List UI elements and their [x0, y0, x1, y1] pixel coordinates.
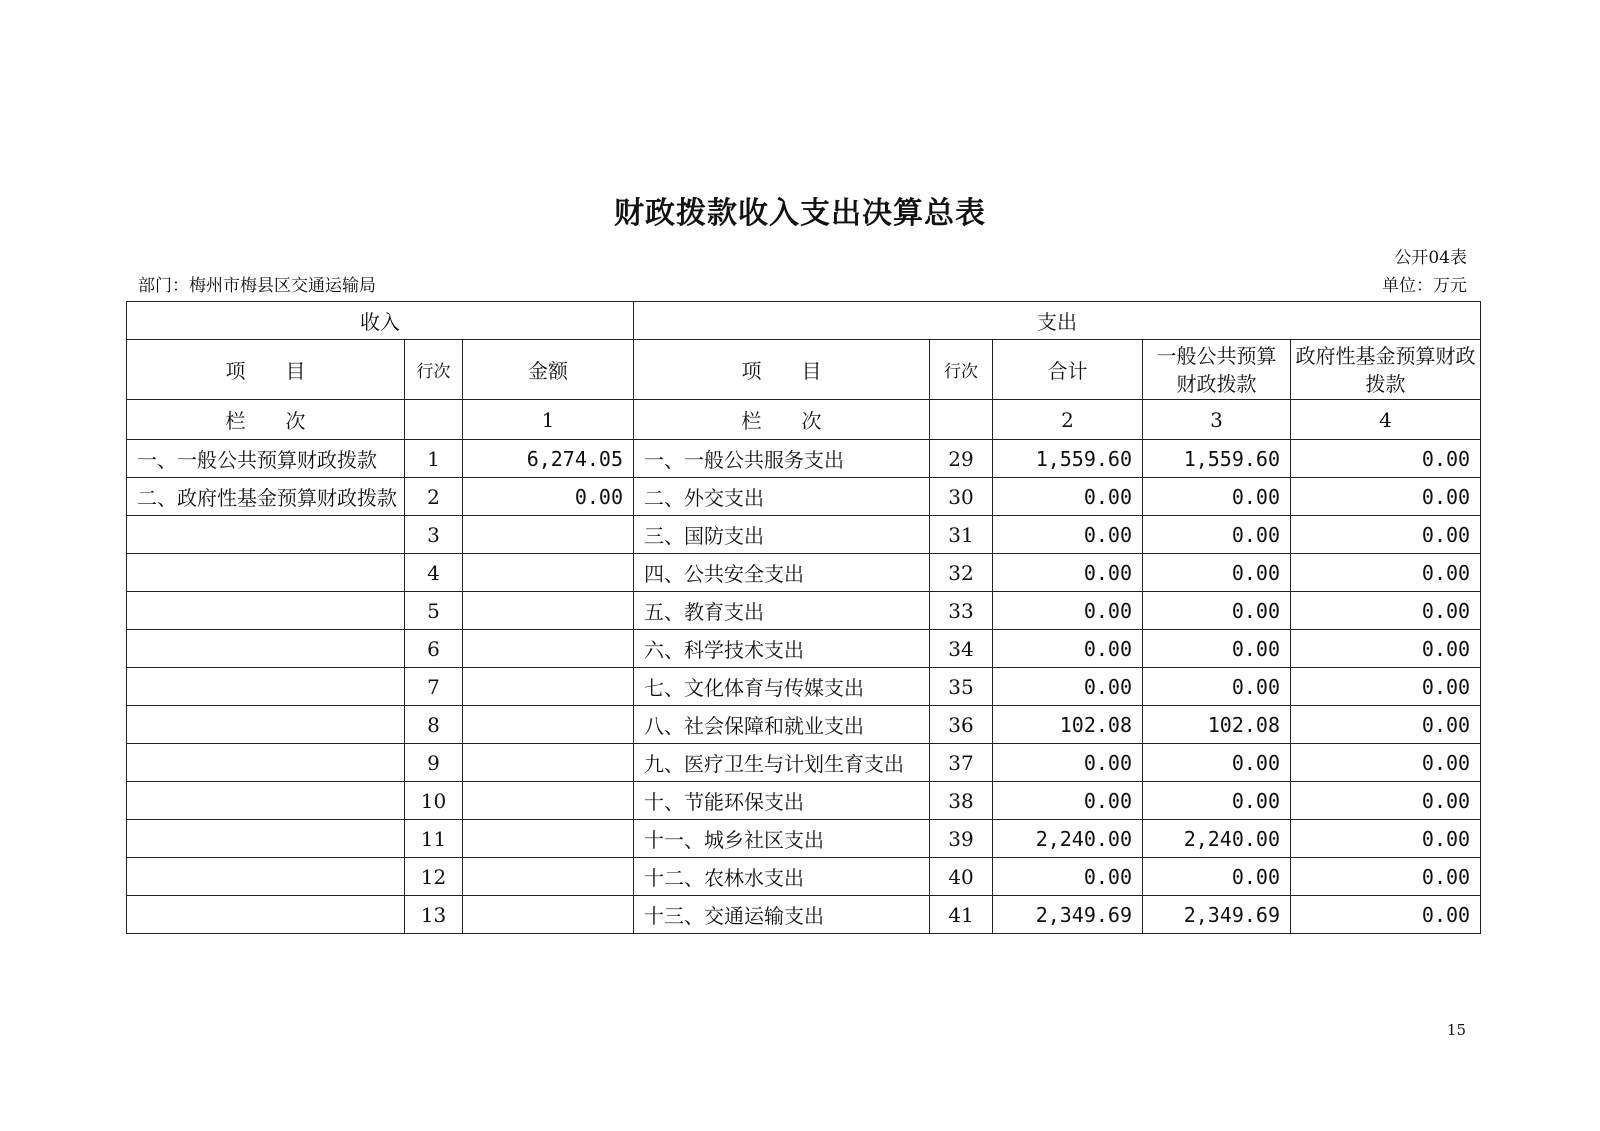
income-item-cell: [127, 782, 405, 820]
income-item-cell: [127, 858, 405, 896]
table-row: [127, 592, 1481, 630]
fund-budget-cell: 0.00: [1291, 744, 1481, 782]
income-row-no-cell: 13: [405, 896, 463, 934]
table-row: [127, 668, 1481, 706]
expense-row-no-cell: 33: [930, 592, 993, 630]
expense-item-cell: 十三、交通运输支出: [634, 896, 930, 934]
general-budget-cell: 2,349.69: [1143, 896, 1291, 934]
expense-row-no-cell: 38: [930, 782, 993, 820]
total-cell: 0.00: [993, 782, 1143, 820]
expense-item-cell: 十二、农林水支出: [634, 858, 930, 896]
income-amount-cell: [463, 592, 634, 630]
budget-table: [126, 301, 1481, 934]
expense-item-cell: 十一、城乡社区支出: [634, 820, 930, 858]
expense-column-no-label: 栏 次: [634, 400, 930, 440]
table-row: [127, 820, 1481, 858]
col-4-label: 4: [1291, 400, 1481, 440]
page-title: 财政拨款收入支出决算总表: [614, 196, 986, 231]
general-budget-cell: 0.00: [1143, 630, 1291, 668]
income-row-no-cell: 9: [405, 744, 463, 782]
income-column-no-label: 栏 次: [127, 400, 405, 440]
income-amount-cell: [463, 668, 634, 706]
income-item-cell: [127, 668, 405, 706]
income-item-cell: [127, 516, 405, 554]
fund-budget-cell: 0.00: [1291, 554, 1481, 592]
department-label: 部门：梅州市梅县区交通运输局: [138, 276, 376, 296]
total-cell: 0.00: [993, 744, 1143, 782]
general-budget-cell: 2,240.00: [1143, 820, 1291, 858]
general-budget-cell: 0.00: [1143, 744, 1291, 782]
income-item-cell: [127, 706, 405, 744]
income-amount-cell: 0.00: [463, 478, 634, 516]
table-row: [127, 554, 1481, 592]
income-item-header: 项 目: [127, 340, 405, 400]
expense-item-cell: 二、外交支出: [634, 478, 930, 516]
table-row: [127, 478, 1481, 516]
total-cell: 0.00: [993, 554, 1143, 592]
income-amount-cell: [463, 706, 634, 744]
expense-row-no-cell: 37: [930, 744, 993, 782]
total-cell: 0.00: [993, 630, 1143, 668]
total-cell: 2,349.69: [993, 896, 1143, 934]
expense-item-cell: 七、文化体育与传媒支出: [634, 668, 930, 706]
fund-budget-cell: 0.00: [1291, 440, 1481, 478]
header-row-columns: [127, 340, 1481, 400]
total-cell: 0.00: [993, 592, 1143, 630]
general-budget-header: 一般公共预算财政拨款: [1143, 340, 1291, 400]
income-item-cell: 二、政府性基金预算财政拨款: [127, 478, 405, 516]
total-cell: 2,240.00: [993, 820, 1143, 858]
expense-item-cell: 十、节能环保支出: [634, 782, 930, 820]
expense-row-no-cell: 36: [930, 706, 993, 744]
income-amount-cell: [463, 896, 634, 934]
table-row: [127, 630, 1481, 668]
table-row: [127, 782, 1481, 820]
fund-budget-cell: 0.00: [1291, 592, 1481, 630]
income-amount-header: 金额: [463, 340, 634, 400]
income-amount-cell: [463, 820, 634, 858]
expense-row-no-cell: 29: [930, 440, 993, 478]
income-amount-cell: [463, 858, 634, 896]
income-item-cell: [127, 592, 405, 630]
expense-item-cell: 六、科学技术支出: [634, 630, 930, 668]
income-item-cell: [127, 630, 405, 668]
income-item-cell: 一、一般公共预算财政拨款: [127, 440, 405, 478]
expense-item-cell: 五、教育支出: [634, 592, 930, 630]
fund-budget-cell: 0.00: [1291, 782, 1481, 820]
fund-budget-cell: 0.00: [1291, 896, 1481, 934]
col-3-label: 3: [1143, 400, 1291, 440]
fund-budget-cell: 0.00: [1291, 858, 1481, 896]
income-amount-cell: [463, 744, 634, 782]
unit-label: 单位：万元: [1382, 276, 1467, 296]
income-item-cell: [127, 896, 405, 934]
income-section-header: 收入: [127, 302, 634, 340]
table-row: [127, 858, 1481, 896]
fund-budget-cell: 0.00: [1291, 516, 1481, 554]
expense-row-no-cell: 40: [930, 858, 993, 896]
income-row-no-cell: 3: [405, 516, 463, 554]
income-amount-cell: [463, 630, 634, 668]
empty-cell: [405, 400, 463, 440]
general-budget-cell: 0.00: [1143, 668, 1291, 706]
general-budget-cell: 0.00: [1143, 478, 1291, 516]
income-row-no-cell: 11: [405, 820, 463, 858]
general-budget-cell: 0.00: [1143, 782, 1291, 820]
page-number: 15: [1446, 1021, 1466, 1039]
general-budget-cell: 0.00: [1143, 554, 1291, 592]
expense-item-cell: 一、一般公共服务支出: [634, 440, 930, 478]
income-amount-cell: 6,274.05: [463, 440, 634, 478]
income-amount-cell: [463, 782, 634, 820]
empty-cell: [930, 400, 993, 440]
income-row-no-header: 行次: [405, 340, 463, 400]
table-row: [127, 706, 1481, 744]
total-cell: 102.08: [993, 706, 1143, 744]
total-cell: 1,559.60: [993, 440, 1143, 478]
fund-budget-cell: 0.00: [1291, 630, 1481, 668]
fund-budget-cell: 0.00: [1291, 478, 1481, 516]
expense-item-cell: 八、社会保障和就业支出: [634, 706, 930, 744]
fund-budget-cell: 0.00: [1291, 706, 1481, 744]
income-row-no-cell: 10: [405, 782, 463, 820]
expense-item-header: 项 目: [634, 340, 930, 400]
total-header: 合计: [993, 340, 1143, 400]
fund-budget-cell: 0.00: [1291, 820, 1481, 858]
form-number: 公开04表: [1394, 248, 1467, 268]
income-item-cell: [127, 554, 405, 592]
header-row-column-numbers: [127, 400, 1481, 440]
general-budget-cell: 0.00: [1143, 592, 1291, 630]
expense-item-cell: 九、医疗卫生与计划生育支出: [634, 744, 930, 782]
income-row-no-cell: 1: [405, 440, 463, 478]
expense-row-no-cell: 39: [930, 820, 993, 858]
table-row: [127, 896, 1481, 934]
table-row: [127, 744, 1481, 782]
header-row-sections: [127, 302, 1481, 340]
general-budget-cell: 1,559.60: [1143, 440, 1291, 478]
income-row-no-cell: 5: [405, 592, 463, 630]
income-item-cell: [127, 820, 405, 858]
fund-budget-cell: 0.00: [1291, 668, 1481, 706]
total-cell: 0.00: [993, 516, 1143, 554]
income-row-no-cell: 12: [405, 858, 463, 896]
income-row-no-cell: 6: [405, 630, 463, 668]
income-row-no-cell: 2: [405, 478, 463, 516]
general-budget-cell: 0.00: [1143, 858, 1291, 896]
total-cell: 0.00: [993, 858, 1143, 896]
expense-row-no-cell: 41: [930, 896, 993, 934]
expense-item-cell: 三、国防支出: [634, 516, 930, 554]
expense-section-header: 支出: [634, 302, 1481, 340]
total-cell: 0.00: [993, 478, 1143, 516]
expense-row-no-cell: 30: [930, 478, 993, 516]
expense-row-no-cell: 32: [930, 554, 993, 592]
expense-item-cell: 四、公共安全支出: [634, 554, 930, 592]
expense-row-no-cell: 35: [930, 668, 993, 706]
general-budget-cell: 0.00: [1143, 516, 1291, 554]
table-row: [127, 440, 1481, 478]
expense-row-no-header: 行次: [930, 340, 993, 400]
expense-row-no-cell: 34: [930, 630, 993, 668]
total-cell: 0.00: [993, 668, 1143, 706]
income-row-no-cell: 8: [405, 706, 463, 744]
table-row: [127, 516, 1481, 554]
general-budget-cell: 102.08: [1143, 706, 1291, 744]
income-amount-cell: [463, 516, 634, 554]
income-amount-cell: [463, 554, 634, 592]
expense-row-no-cell: 31: [930, 516, 993, 554]
income-row-no-cell: 7: [405, 668, 463, 706]
fund-budget-header: 政府性基金预算财政拨款: [1291, 340, 1481, 400]
col-1-label: 1: [463, 400, 634, 440]
income-row-no-cell: 4: [405, 554, 463, 592]
col-2-label: 2: [993, 400, 1143, 440]
income-item-cell: [127, 744, 405, 782]
